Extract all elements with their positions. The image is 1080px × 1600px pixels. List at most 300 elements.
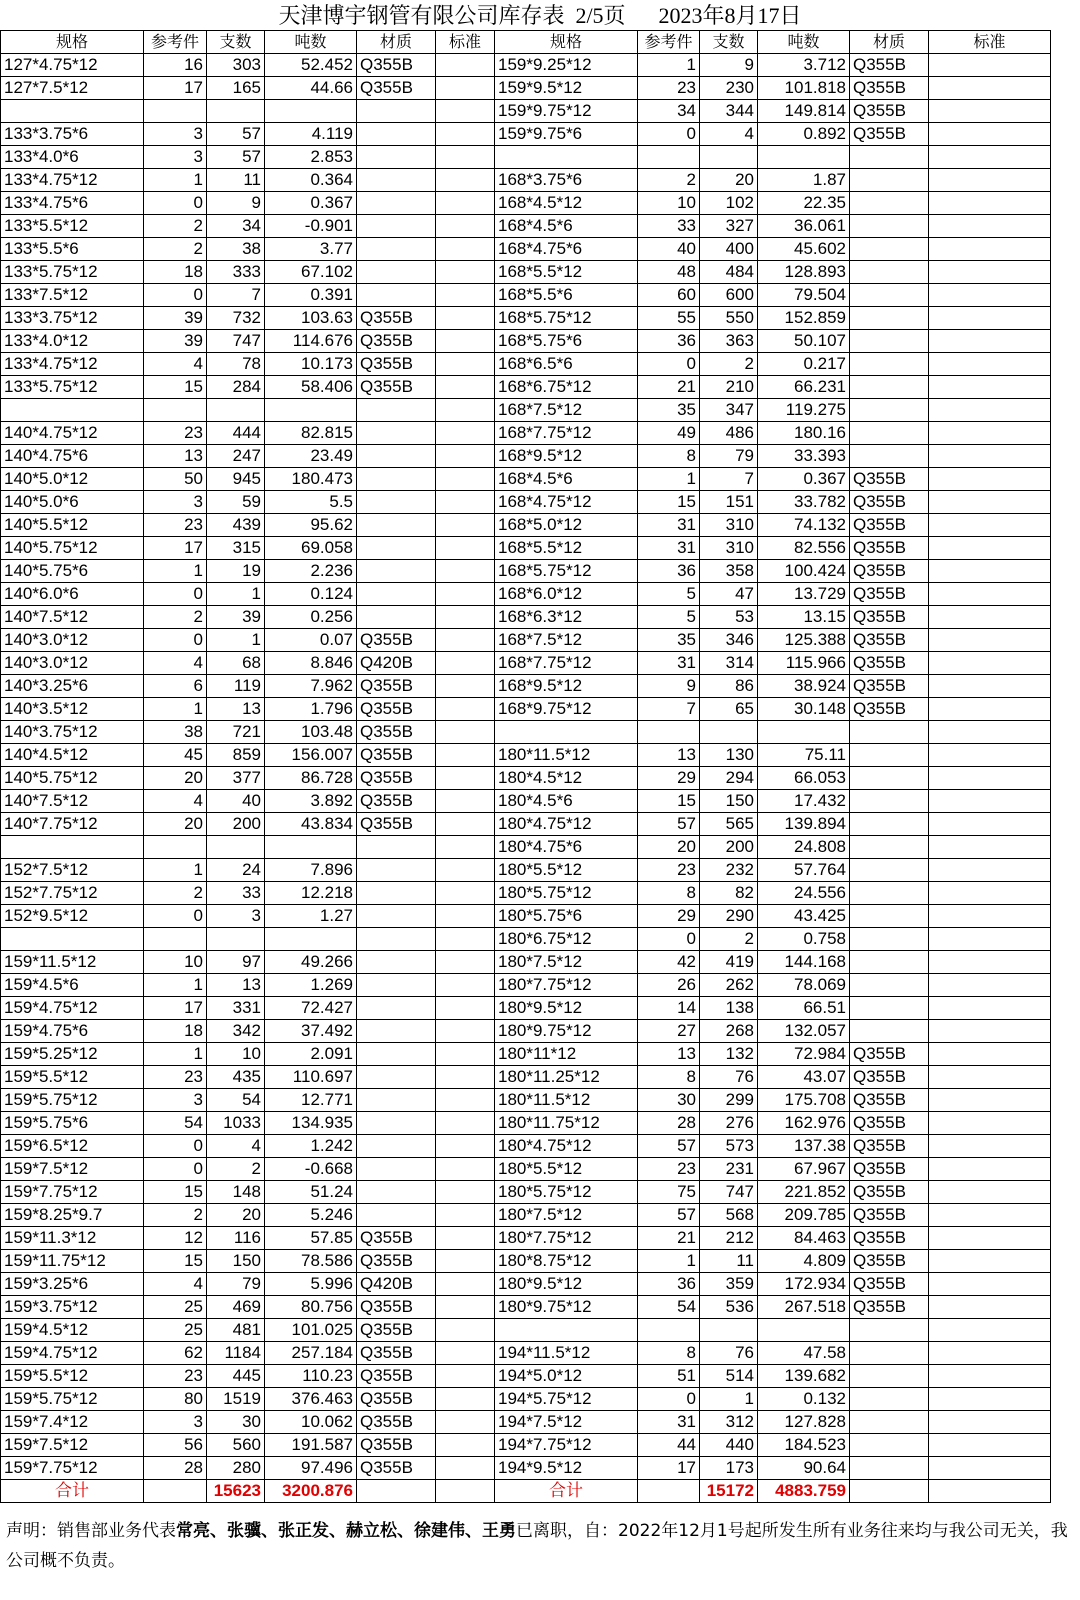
- left-cell-ref-count: 18: [144, 261, 207, 284]
- left-cell-ref-count: 1: [144, 1043, 207, 1066]
- right-cell-standard: [929, 399, 1051, 422]
- right-cell-spec: 180*7.5*12: [495, 1204, 638, 1227]
- col-header-count: 支数: [207, 31, 265, 54]
- left-cell-material: [357, 836, 436, 859]
- right-cell-ref-count: 36: [638, 330, 700, 353]
- right-cell-pieces: 65: [700, 698, 758, 721]
- table-row: [1, 537, 1051, 560]
- left-cell-pieces: 34: [207, 215, 265, 238]
- left-cell-spec: 159*5.75*12: [1, 1388, 144, 1411]
- right-cell-tonnage: 33.782: [758, 491, 850, 514]
- left-cell-standard: [436, 307, 495, 330]
- right-cell-pieces: [700, 721, 758, 744]
- left-cell-ref-count: 17: [144, 77, 207, 100]
- left-cell-spec: 133*4.75*6: [1, 192, 144, 215]
- right-cell-pieces: 359: [700, 1273, 758, 1296]
- left-cell-pieces: 377: [207, 767, 265, 790]
- right-cell-tonnage: 137.38: [758, 1135, 850, 1158]
- right-cell-spec: 159*9.75*6: [495, 123, 638, 146]
- left-cell-material: [357, 560, 436, 583]
- right-cell-tonnage: 1.87: [758, 169, 850, 192]
- right-cell-spec: 180*5.75*12: [495, 882, 638, 905]
- right-cell-pieces: 486: [700, 422, 758, 445]
- right-cell-standard: [929, 767, 1051, 790]
- right-cell-material: Q355B: [850, 123, 929, 146]
- table-row: [1, 54, 1051, 77]
- left-cell-tonnage: 95.62: [265, 514, 357, 537]
- left-cell-ref-count: 3: [144, 1089, 207, 1112]
- right-cell-spec: 168*5.75*12: [495, 307, 638, 330]
- left-cell-pieces: 40: [207, 790, 265, 813]
- left-cell-standard: [436, 606, 495, 629]
- right-cell-ref-count: 30: [638, 1089, 700, 1112]
- left-cell-tonnage: 103.48: [265, 721, 357, 744]
- left-cell-material: [357, 606, 436, 629]
- right-cell-spec: 168*5.5*6: [495, 284, 638, 307]
- right-cell-ref-count: 36: [638, 560, 700, 583]
- table-row: [1, 1434, 1051, 1457]
- right-cell-pieces: 11: [700, 1250, 758, 1273]
- left-cell-spec: 133*5.75*12: [1, 376, 144, 399]
- left-cell-tonnage: 180.473: [265, 468, 357, 491]
- right-cell-pieces: 1: [700, 1388, 758, 1411]
- right-cell-material: [850, 744, 929, 767]
- right-cell-spec: 180*11.25*12: [495, 1066, 638, 1089]
- table-row: [1, 100, 1051, 123]
- right-cell-tonnage: 132.057: [758, 1020, 850, 1043]
- left-cell-material: [357, 1112, 436, 1135]
- left-cell-standard: [436, 376, 495, 399]
- right-cell-tonnage: 0.367: [758, 468, 850, 491]
- right-cell-material: [850, 997, 929, 1020]
- left-cell-pieces: 1: [207, 583, 265, 606]
- left-cell-standard: [436, 1342, 495, 1365]
- right-cell-tonnage: 221.852: [758, 1181, 850, 1204]
- left-cell-standard: [436, 1020, 495, 1043]
- right-cell-pieces: 232: [700, 859, 758, 882]
- table-row: [1, 307, 1051, 330]
- left-cell-standard: [436, 1066, 495, 1089]
- left-cell-ref-count: 3: [144, 491, 207, 514]
- left-cell-tonnage: 12.218: [265, 882, 357, 905]
- left-cell-tonnage: 156.007: [265, 744, 357, 767]
- left-cell-pieces: 20: [207, 1204, 265, 1227]
- left-cell-tonnage: [265, 100, 357, 123]
- table-row: [1, 997, 1051, 1020]
- right-cell-ref-count: [638, 721, 700, 744]
- left-cell-ref-count: 17: [144, 537, 207, 560]
- left-cell-ref-count: 20: [144, 767, 207, 790]
- left-cell-pieces: 280: [207, 1457, 265, 1480]
- left-cell-pieces: 9: [207, 192, 265, 215]
- col-header-spec: 规格: [1, 31, 144, 54]
- left-cell-material: Q355B: [357, 330, 436, 353]
- left-cell-ref-count: 13: [144, 445, 207, 468]
- right-cell-spec: 159*9.75*12: [495, 100, 638, 123]
- left-cell-pieces: 150: [207, 1250, 265, 1273]
- right-cell-spec: 180*9.75*12: [495, 1020, 638, 1043]
- right-cell-material: [850, 813, 929, 836]
- right-cell-ref-count: 23: [638, 77, 700, 100]
- left-cell-pieces: 19: [207, 560, 265, 583]
- left-cell-tonnage: 0.256: [265, 606, 357, 629]
- left-total-count: 15623: [207, 1480, 265, 1503]
- table-row: [1, 376, 1051, 399]
- left-cell-material: [357, 537, 436, 560]
- left-cell-ref-count: 18: [144, 1020, 207, 1043]
- table-row: [1, 583, 1051, 606]
- right-cell-pieces: 7: [700, 468, 758, 491]
- left-cell-ref-count: [144, 928, 207, 951]
- right-cell-standard: [929, 721, 1051, 744]
- right-cell-spec: 159*9.25*12: [495, 54, 638, 77]
- left-cell-tonnage: 97.496: [265, 1457, 357, 1480]
- right-cell-material: [850, 1319, 929, 1342]
- right-cell-spec: 194*7.5*12: [495, 1411, 638, 1434]
- left-cell-standard: [436, 721, 495, 744]
- left-cell-standard: [436, 1365, 495, 1388]
- right-cell-standard: [929, 1227, 1051, 1250]
- table-row: [1, 169, 1051, 192]
- right-cell-spec: 194*7.75*12: [495, 1434, 638, 1457]
- left-cell-pieces: 303: [207, 54, 265, 77]
- right-cell-tonnage: 144.168: [758, 951, 850, 974]
- left-cell-material: Q355B: [357, 1365, 436, 1388]
- left-cell-tonnage: 3.892: [265, 790, 357, 813]
- left-cell-standard: [436, 560, 495, 583]
- right-cell-spec: 168*9.75*12: [495, 698, 638, 721]
- left-cell-material: Q355B: [357, 675, 436, 698]
- left-cell-material: Q355B: [357, 629, 436, 652]
- right-total-label: 合计: [495, 1480, 638, 1503]
- right-cell-pieces: 268: [700, 1020, 758, 1043]
- left-cell-standard: [436, 100, 495, 123]
- right-cell-spec: 180*11*12: [495, 1043, 638, 1066]
- left-cell-tonnage: 44.66: [265, 77, 357, 100]
- left-cell-pieces: 4: [207, 1135, 265, 1158]
- right-cell-tonnage: 82.556: [758, 537, 850, 560]
- right-cell-ref-count: 26: [638, 974, 700, 997]
- left-cell-spec: 159*7.75*12: [1, 1181, 144, 1204]
- left-cell-spec: 133*5.75*12: [1, 261, 144, 284]
- table-row: [1, 330, 1051, 353]
- right-cell-material: Q355B: [850, 1158, 929, 1181]
- right-cell-pieces: 747: [700, 1181, 758, 1204]
- right-cell-standard: [929, 330, 1051, 353]
- table-row: [1, 1020, 1051, 1043]
- right-cell-standard: [929, 606, 1051, 629]
- right-cell-spec: 168*5.5*12: [495, 537, 638, 560]
- right-cell-material: Q355B: [850, 1273, 929, 1296]
- left-cell-pieces: 57: [207, 146, 265, 169]
- left-cell-spec: 159*6.5*12: [1, 1135, 144, 1158]
- table-row: [1, 1135, 1051, 1158]
- left-cell-ref-count: 0: [144, 1135, 207, 1158]
- left-cell-spec: 140*5.0*12: [1, 468, 144, 491]
- right-cell-tonnage: 128.893: [758, 261, 850, 284]
- left-cell-ref-count: 20: [144, 813, 207, 836]
- left-cell-material: Q355B: [357, 1319, 436, 1342]
- left-cell-material: [357, 261, 436, 284]
- right-cell-tonnage: 24.556: [758, 882, 850, 905]
- header-row: [1, 31, 1051, 54]
- left-cell-standard: [436, 1388, 495, 1411]
- left-cell-material: Q355B: [357, 813, 436, 836]
- notice-text: 声明：销售部业务代表: [6, 1521, 176, 1541]
- right-cell-ref-count: 60: [638, 284, 700, 307]
- right-cell-tonnage: 0.217: [758, 353, 850, 376]
- inventory-table: [0, 30, 1051, 1503]
- left-cell-spec: 159*3.25*6: [1, 1273, 144, 1296]
- left-cell-pieces: 945: [207, 468, 265, 491]
- right-cell-ref-count: 2: [638, 169, 700, 192]
- left-cell-material: [357, 974, 436, 997]
- left-cell-ref-count: 2: [144, 1204, 207, 1227]
- left-cell-tonnage: 7.962: [265, 675, 357, 698]
- left-cell-pieces: 24: [207, 859, 265, 882]
- table-row: [1, 422, 1051, 445]
- right-cell-material: [850, 376, 929, 399]
- right-cell-spec: 168*5.5*12: [495, 261, 638, 284]
- right-cell-standard: [929, 836, 1051, 859]
- left-cell-material: [357, 422, 436, 445]
- left-cell-ref-count: 39: [144, 330, 207, 353]
- left-cell-standard: [436, 813, 495, 836]
- right-cell-spec: 168*7.75*12: [495, 652, 638, 675]
- left-cell-ref-count: 1: [144, 169, 207, 192]
- left-cell-ref-count: 1: [144, 698, 207, 721]
- right-cell-pieces: 200: [700, 836, 758, 859]
- left-cell-pieces: 13: [207, 698, 265, 721]
- table-row: [1, 629, 1051, 652]
- right-cell-material: [850, 330, 929, 353]
- left-cell-spec: [1, 399, 144, 422]
- left-cell-standard: [436, 284, 495, 307]
- left-cell-standard: [436, 146, 495, 169]
- right-cell-material: [850, 1342, 929, 1365]
- right-cell-tonnage: 74.132: [758, 514, 850, 537]
- right-cell-standard: [929, 974, 1051, 997]
- right-cell-pieces: 347: [700, 399, 758, 422]
- left-cell-spec: 140*3.75*12: [1, 721, 144, 744]
- right-cell-standard: [929, 146, 1051, 169]
- right-cell-tonnage: 152.859: [758, 307, 850, 330]
- right-cell-pieces: 47: [700, 583, 758, 606]
- left-cell-pieces: 1184: [207, 1342, 265, 1365]
- right-cell-pieces: 276: [700, 1112, 758, 1135]
- left-cell-material: Q355B: [357, 376, 436, 399]
- right-cell-spec: 168*4.5*6: [495, 215, 638, 238]
- left-cell-pieces: [207, 836, 265, 859]
- left-cell-spec: 159*4.75*12: [1, 1342, 144, 1365]
- right-cell-tonnage: 30.148: [758, 698, 850, 721]
- right-cell-tonnage: 78.069: [758, 974, 850, 997]
- right-cell-standard: [929, 1066, 1051, 1089]
- left-cell-ref-count: 62: [144, 1342, 207, 1365]
- right-cell-spec: 180*4.75*6: [495, 836, 638, 859]
- right-cell-ref-count: 51: [638, 1365, 700, 1388]
- right-cell-material: Q355B: [850, 1135, 929, 1158]
- right-cell-pieces: 230: [700, 77, 758, 100]
- left-cell-spec: 159*4.75*12: [1, 997, 144, 1020]
- left-cell-material: [357, 284, 436, 307]
- left-cell-ref-count: 16: [144, 54, 207, 77]
- right-cell-standard: [929, 215, 1051, 238]
- right-cell-ref-count: 15: [638, 790, 700, 813]
- right-cell-pieces: 173: [700, 1457, 758, 1480]
- col-header-standard: 标准: [436, 31, 495, 54]
- right-cell-ref-count: 17: [638, 1457, 700, 1480]
- right-cell-ref-count: 21: [638, 376, 700, 399]
- right-cell-tonnage: 43.425: [758, 905, 850, 928]
- left-cell-spec: 159*5.5*12: [1, 1066, 144, 1089]
- left-cell-spec: 133*4.75*12: [1, 169, 144, 192]
- right-cell-pieces: 210: [700, 376, 758, 399]
- right-cell-spec: 168*3.75*6: [495, 169, 638, 192]
- left-cell-pieces: 30: [207, 1411, 265, 1434]
- left-cell-standard: [436, 77, 495, 100]
- left-cell-spec: 140*7.5*12: [1, 606, 144, 629]
- table-row: [1, 1365, 1051, 1388]
- left-cell-spec: 140*3.0*12: [1, 629, 144, 652]
- right-cell-material: [850, 192, 929, 215]
- right-cell-ref-count: 1: [638, 468, 700, 491]
- right-cell-spec: 168*4.5*6: [495, 468, 638, 491]
- right-cell-pieces: 565: [700, 813, 758, 836]
- right-cell-material: Q355B: [850, 1181, 929, 1204]
- left-cell-ref-count: [144, 836, 207, 859]
- left-cell-pieces: 560: [207, 1434, 265, 1457]
- right-cell-standard: [929, 652, 1051, 675]
- table-row: [1, 77, 1051, 100]
- left-cell-tonnage: 134.935: [265, 1112, 357, 1135]
- left-cell-material: [357, 882, 436, 905]
- left-cell-standard: [436, 330, 495, 353]
- right-cell-spec: 180*9.75*12: [495, 1296, 638, 1319]
- left-cell-ref-count: 4: [144, 1273, 207, 1296]
- right-cell-tonnage: 125.388: [758, 629, 850, 652]
- right-cell-ref-count: 14: [638, 997, 700, 1020]
- left-cell-ref-count: 25: [144, 1296, 207, 1319]
- left-cell-ref-count: 0: [144, 192, 207, 215]
- left-cell-spec: 159*11.3*12: [1, 1227, 144, 1250]
- left-cell-standard: [436, 1411, 495, 1434]
- right-cell-spec: 180*4.75*12: [495, 813, 638, 836]
- right-cell-pieces: 102: [700, 192, 758, 215]
- right-cell-pieces: 132: [700, 1043, 758, 1066]
- table-row: [1, 1204, 1051, 1227]
- right-cell-ref-count: 29: [638, 767, 700, 790]
- left-cell-tonnage: 0.364: [265, 169, 357, 192]
- right-cell-ref-count: 31: [638, 652, 700, 675]
- table-row: [1, 1250, 1051, 1273]
- left-cell-tonnage: 12.771: [265, 1089, 357, 1112]
- left-cell-standard: [436, 767, 495, 790]
- right-cell-spec: 180*7.75*12: [495, 1227, 638, 1250]
- right-cell-tonnage: 101.818: [758, 77, 850, 100]
- right-cell-ref-count: 35: [638, 629, 700, 652]
- right-cell-ref-count: 10: [638, 192, 700, 215]
- left-cell-standard: [436, 445, 495, 468]
- left-cell-standard: [436, 514, 495, 537]
- left-cell-pieces: 33: [207, 882, 265, 905]
- right-cell-material: [850, 859, 929, 882]
- right-cell-material: [850, 284, 929, 307]
- left-cell-material: Q355B: [357, 721, 436, 744]
- right-cell-material: [850, 307, 929, 330]
- right-cell-spec: 180*5.75*12: [495, 1181, 638, 1204]
- left-cell-standard: [436, 1434, 495, 1457]
- left-cell-material: Q355B: [357, 790, 436, 813]
- right-cell-tonnage: 75.11: [758, 744, 850, 767]
- left-cell-tonnage: [265, 928, 357, 951]
- right-cell-spec: 168*9.5*12: [495, 675, 638, 698]
- right-cell-material: [850, 721, 929, 744]
- right-cell-tonnage: 139.682: [758, 1365, 850, 1388]
- left-cell-standard: [436, 997, 495, 1020]
- right-cell-ref-count: 29: [638, 905, 700, 928]
- left-cell-spec: 152*7.5*12: [1, 859, 144, 882]
- right-cell-ref-count: 27: [638, 1020, 700, 1043]
- right-cell-spec: 168*7.75*12: [495, 422, 638, 445]
- right-cell-tonnage: 72.984: [758, 1043, 850, 1066]
- notice-text: 已离职，自：2022年12月1号起所发生所有业务往来均与我公司无关，我公司概不负责。: [6, 1521, 1068, 1571]
- left-cell-pieces: 435: [207, 1066, 265, 1089]
- right-cell-material: [850, 1411, 929, 1434]
- right-cell-standard: [929, 123, 1051, 146]
- left-cell-standard: [436, 1112, 495, 1135]
- left-cell-pieces: 1: [207, 629, 265, 652]
- right-cell-material: Q355B: [850, 1250, 929, 1273]
- left-cell-tonnage: 86.728: [265, 767, 357, 790]
- right-cell-ref-count: 5: [638, 606, 700, 629]
- right-cell-material: Q355B: [850, 77, 929, 100]
- table-row: [1, 146, 1051, 169]
- right-cell-ref-count: 31: [638, 537, 700, 560]
- right-cell-tonnage: 127.828: [758, 1411, 850, 1434]
- table-row: [1, 1273, 1051, 1296]
- right-cell-pieces: 299: [700, 1089, 758, 1112]
- left-cell-ref-count: 12: [144, 1227, 207, 1250]
- left-cell-spec: 159*5.75*12: [1, 1089, 144, 1112]
- left-cell-ref-count: 6: [144, 675, 207, 698]
- right-cell-pieces: 363: [700, 330, 758, 353]
- left-cell-standard: [436, 583, 495, 606]
- right-cell-tonnage: 67.967: [758, 1158, 850, 1181]
- right-cell-material: [850, 238, 929, 261]
- left-cell-pieces: [207, 100, 265, 123]
- left-cell-ref-count: 56: [144, 1434, 207, 1457]
- right-cell-pieces: 138: [700, 997, 758, 1020]
- right-cell-pieces: 312: [700, 1411, 758, 1434]
- left-cell-pieces: 78: [207, 353, 265, 376]
- right-cell-material: [850, 905, 929, 928]
- right-cell-tonnage: 100.424: [758, 560, 850, 583]
- left-cell-standard: [436, 1089, 495, 1112]
- right-cell-standard: [929, 169, 1051, 192]
- left-cell-pieces: 342: [207, 1020, 265, 1043]
- col-header-ref: 参考件: [144, 31, 207, 54]
- table-row: [1, 652, 1051, 675]
- right-cell-spec: 180*7.5*12: [495, 951, 638, 974]
- left-cell-pieces: 7: [207, 284, 265, 307]
- left-cell-pieces: [207, 399, 265, 422]
- left-cell-pieces: 1033: [207, 1112, 265, 1135]
- left-cell-material: [357, 445, 436, 468]
- left-cell-material: Q355B: [357, 1457, 436, 1480]
- right-cell-spec: 180*4.5*6: [495, 790, 638, 813]
- right-cell-tonnage: 43.07: [758, 1066, 850, 1089]
